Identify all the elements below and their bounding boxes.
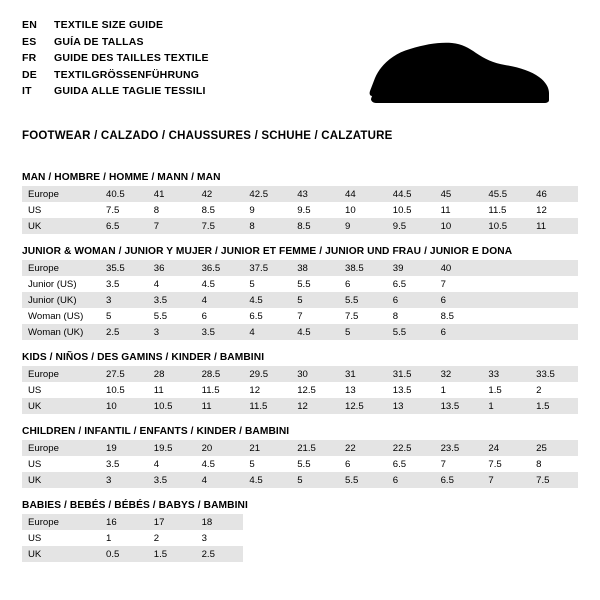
cell: 19.5 <box>148 440 196 456</box>
section-title: CHILDREN / INFANTIL / ENFANTS / KINDER / BAMBINI <box>22 426 290 437</box>
language-title: TEXTILE SIZE GUIDE <box>54 19 164 31</box>
section-babies <box>22 500 578 562</box>
row-label: UK <box>22 398 100 414</box>
cell: 33 <box>482 366 530 382</box>
cell: 16 <box>100 514 148 530</box>
cell: 13 <box>339 382 387 398</box>
cell: 8 <box>530 456 578 472</box>
cell: 4 <box>148 276 196 292</box>
cell: 38.5 <box>339 260 387 276</box>
cell: 38 <box>291 260 339 276</box>
cell: 1.5 <box>482 382 530 398</box>
cell: 9.5 <box>291 202 339 218</box>
cell <box>530 324 578 340</box>
cell <box>530 292 578 308</box>
cell: 12 <box>291 398 339 414</box>
cell: 17 <box>148 514 196 530</box>
cell: 8 <box>387 308 435 324</box>
cell <box>482 324 530 340</box>
cell: 44.5 <box>387 186 435 202</box>
cell: 4 <box>196 472 244 488</box>
language-row <box>22 84 209 100</box>
cell: 4 <box>148 456 196 472</box>
cell: 1 <box>100 530 148 546</box>
cell: 2.5 <box>196 546 244 562</box>
cell: 5.5 <box>339 472 387 488</box>
cell: 20 <box>196 440 244 456</box>
cell-empty <box>387 530 435 546</box>
language-code: DE <box>22 68 37 81</box>
cell: 5.5 <box>387 324 435 340</box>
document-header <box>22 18 578 116</box>
table-row <box>22 398 578 414</box>
cell: 37.5 <box>243 260 291 276</box>
cell: 8.5 <box>291 218 339 234</box>
cell: 6.5 <box>100 218 148 234</box>
cell: 7 <box>148 218 196 234</box>
cell: 4 <box>243 324 291 340</box>
cell: 18 <box>196 514 244 530</box>
cell: 6.5 <box>387 276 435 292</box>
dress-shoe-icon <box>366 30 556 116</box>
cell: 10.5 <box>100 382 148 398</box>
table-row <box>22 546 578 562</box>
cell: 3 <box>100 292 148 308</box>
section-kids <box>22 352 578 414</box>
language-code: FR <box>22 52 37 64</box>
cell: 7.5 <box>482 456 530 472</box>
cell: 24 <box>482 440 530 456</box>
cell: 31 <box>339 366 387 382</box>
cell <box>482 260 530 276</box>
section-title: MAN / HOMBRE / HOMME / MANN / MAN <box>22 172 221 183</box>
cell: 3.5 <box>100 276 148 292</box>
cell: 6.5 <box>387 456 435 472</box>
cell: 12.5 <box>339 398 387 414</box>
cell: 4 <box>196 292 244 308</box>
cell: 2.5 <box>100 324 148 340</box>
cell: 11 <box>148 382 196 398</box>
cell-empty <box>339 546 387 562</box>
size-table-junior-woman <box>22 260 578 340</box>
cell: 5.5 <box>291 276 339 292</box>
cell: 4.5 <box>243 472 291 488</box>
table-row <box>22 514 578 530</box>
cell: 11 <box>435 202 483 218</box>
section-title: KIDS / NIÑOS / DES GAMINS / KINDER / BAMBINI <box>22 352 265 363</box>
cell: 28.5 <box>196 366 244 382</box>
cell: 7.5 <box>100 202 148 218</box>
cell: 3 <box>100 472 148 488</box>
cell-empty <box>387 514 435 530</box>
table-row <box>22 366 578 382</box>
row-label: UK <box>22 472 100 488</box>
cell: 8 <box>148 202 196 218</box>
row-label: US <box>22 456 100 472</box>
cell: 11 <box>530 218 578 234</box>
cell: 1.5 <box>148 546 196 562</box>
table-row <box>22 440 578 456</box>
cell: 6 <box>196 308 244 324</box>
row-label: Junior (US) <box>22 276 100 292</box>
cell: 5 <box>243 456 291 472</box>
cell: 36.5 <box>196 260 244 276</box>
cell <box>482 292 530 308</box>
cell: 44 <box>339 186 387 202</box>
section-man <box>22 172 578 234</box>
cell: 1 <box>435 382 483 398</box>
cell: 5.5 <box>148 308 196 324</box>
section-children <box>22 426 578 488</box>
cell: 41 <box>148 186 196 202</box>
language-code: EN <box>22 19 37 31</box>
cell: 6 <box>387 472 435 488</box>
cell-empty <box>435 514 483 530</box>
cell: 8 <box>243 218 291 234</box>
language-code: ES <box>22 35 37 48</box>
cell: 10.5 <box>482 218 530 234</box>
cell: 5.5 <box>291 456 339 472</box>
footwear-section-title: FOOTWEAR / CALZADO / CHAUSSURES / SCHUHE / CALZATURE <box>22 130 393 142</box>
cell: 7 <box>435 456 483 472</box>
row-label: Europe <box>22 366 100 382</box>
cell-empty <box>530 514 578 530</box>
cell: 13 <box>387 398 435 414</box>
language-row <box>22 68 209 84</box>
cell: 4.5 <box>196 276 244 292</box>
cell: 13.5 <box>387 382 435 398</box>
row-label: Europe <box>22 514 100 530</box>
cell: 36 <box>148 260 196 276</box>
cell: 2 <box>530 382 578 398</box>
cell: 11 <box>196 398 244 414</box>
table-row <box>22 472 578 488</box>
table-row <box>22 276 578 292</box>
language-list <box>22 18 209 100</box>
row-label: UK <box>22 546 100 562</box>
cell-empty <box>243 514 291 530</box>
cell: 10 <box>435 218 483 234</box>
cell: 12.5 <box>291 382 339 398</box>
cell-empty <box>291 546 339 562</box>
cell: 45.5 <box>482 186 530 202</box>
cell-empty <box>387 546 435 562</box>
cell: 4.5 <box>196 456 244 472</box>
cell-empty <box>482 514 530 530</box>
cell: 11.5 <box>196 382 244 398</box>
cell: 25 <box>530 440 578 456</box>
cell: 2 <box>148 530 196 546</box>
cell-empty <box>530 546 578 562</box>
row-label: Europe <box>22 186 100 202</box>
cell: 10 <box>339 202 387 218</box>
row-label: Junior (UK) <box>22 292 100 308</box>
row-label: Woman (US) <box>22 308 100 324</box>
language-row <box>22 18 209 34</box>
row-label: Woman (UK) <box>22 324 100 340</box>
table-row <box>22 218 578 234</box>
table-row <box>22 382 578 398</box>
language-title: GUÍA DE TALLAS <box>54 35 144 48</box>
language-title: TEXTILGRÖSSENFÜHRUNG <box>54 68 200 81</box>
cell: 6 <box>435 324 483 340</box>
row-label: UK <box>22 218 100 234</box>
cell: 12 <box>530 202 578 218</box>
cell: 35.5 <box>100 260 148 276</box>
cell: 3.5 <box>148 472 196 488</box>
cell-empty <box>339 514 387 530</box>
cell-empty <box>530 530 578 546</box>
cell <box>482 308 530 324</box>
cell: 43 <box>291 186 339 202</box>
cell: 9 <box>243 202 291 218</box>
cell: 6 <box>339 276 387 292</box>
cell: 4.5 <box>243 292 291 308</box>
cell: 13.5 <box>435 398 483 414</box>
row-label: US <box>22 202 100 218</box>
cell: 3.5 <box>196 324 244 340</box>
cell: 5 <box>243 276 291 292</box>
cell: 11.5 <box>482 202 530 218</box>
cell-empty <box>339 530 387 546</box>
language-title: GUIDA ALLE TAGLIE TESSILI <box>54 85 206 97</box>
table-row <box>22 260 578 276</box>
cell: 42.5 <box>243 186 291 202</box>
cell: 42 <box>196 186 244 202</box>
cell: 7.5 <box>339 308 387 324</box>
section-title: BABIES / BEBÉS / BÉBÉS / BABYS / BAMBINI <box>22 500 248 511</box>
cell: 10 <box>100 398 148 414</box>
language-row <box>22 35 209 51</box>
cell: 1 <box>482 398 530 414</box>
cell: 3.5 <box>100 456 148 472</box>
cell <box>482 276 530 292</box>
cell: 8.5 <box>196 202 244 218</box>
cell: 5 <box>339 324 387 340</box>
cell-empty <box>243 546 291 562</box>
cell: 6.5 <box>243 308 291 324</box>
cell: 9 <box>339 218 387 234</box>
cell-empty <box>482 530 530 546</box>
cell: 3 <box>196 530 244 546</box>
cell: 4.5 <box>291 324 339 340</box>
cell: 21 <box>243 440 291 456</box>
row-label: US <box>22 530 100 546</box>
table-row <box>22 308 578 324</box>
cell: 31.5 <box>387 366 435 382</box>
cell: 5.5 <box>339 292 387 308</box>
cell-empty <box>291 514 339 530</box>
cell <box>530 276 578 292</box>
cell: 19 <box>100 440 148 456</box>
cell: 5 <box>291 292 339 308</box>
size-table-man <box>22 186 578 234</box>
cell: 6 <box>339 456 387 472</box>
cell: 40.5 <box>100 186 148 202</box>
table-row <box>22 292 578 308</box>
size-table-babies <box>22 514 578 562</box>
cell: 27.5 <box>100 366 148 382</box>
cell: 10.5 <box>148 398 196 414</box>
cell: 3.5 <box>148 292 196 308</box>
table-row <box>22 186 578 202</box>
size-table-children <box>22 440 578 488</box>
cell: 11.5 <box>243 398 291 414</box>
cell: 7.5 <box>196 218 244 234</box>
cell: 45 <box>435 186 483 202</box>
cell: 6.5 <box>435 472 483 488</box>
cell: 22.5 <box>387 440 435 456</box>
cell: 28 <box>148 366 196 382</box>
language-row <box>22 51 209 67</box>
cell: 46 <box>530 186 578 202</box>
table-row <box>22 456 578 472</box>
cell-empty <box>482 546 530 562</box>
cell: 7 <box>482 472 530 488</box>
cell: 5 <box>100 308 148 324</box>
cell: 6 <box>435 292 483 308</box>
table-row <box>22 324 578 340</box>
row-label: US <box>22 382 100 398</box>
cell: 23.5 <box>435 440 483 456</box>
cell: 7 <box>291 308 339 324</box>
cell: 12 <box>243 382 291 398</box>
cell: 1.5 <box>530 398 578 414</box>
section-title: JUNIOR & WOMAN / JUNIOR Y MUJER / JUNIOR ET FEMME / JUNIOR UND FRAU / JUNIOR E DONA <box>22 246 513 257</box>
cell-empty <box>435 530 483 546</box>
cell-empty <box>435 546 483 562</box>
language-title: GUIDE DES TAILLES TEXTILE <box>54 52 209 64</box>
cell: 8.5 <box>435 308 483 324</box>
cell: 5 <box>291 472 339 488</box>
cell: 7.5 <box>530 472 578 488</box>
size-table-kids <box>22 366 578 414</box>
section-junior-woman <box>22 246 578 340</box>
cell: 33.5 <box>530 366 578 382</box>
table-row <box>22 530 578 546</box>
cell: 29.5 <box>243 366 291 382</box>
row-label: Europe <box>22 440 100 456</box>
cell <box>530 308 578 324</box>
cell <box>530 260 578 276</box>
language-code: IT <box>22 85 32 97</box>
cell: 6 <box>387 292 435 308</box>
cell: 32 <box>435 366 483 382</box>
cell: 10.5 <box>387 202 435 218</box>
cell: 30 <box>291 366 339 382</box>
cell-empty <box>291 530 339 546</box>
cell: 39 <box>387 260 435 276</box>
cell-empty <box>243 530 291 546</box>
table-row <box>22 202 578 218</box>
cell: 40 <box>435 260 483 276</box>
cell: 9.5 <box>387 218 435 234</box>
cell: 22 <box>339 440 387 456</box>
cell: 21.5 <box>291 440 339 456</box>
cell: 7 <box>435 276 483 292</box>
cell: 3 <box>148 324 196 340</box>
row-label: Europe <box>22 260 100 276</box>
cell: 0.5 <box>100 546 148 562</box>
